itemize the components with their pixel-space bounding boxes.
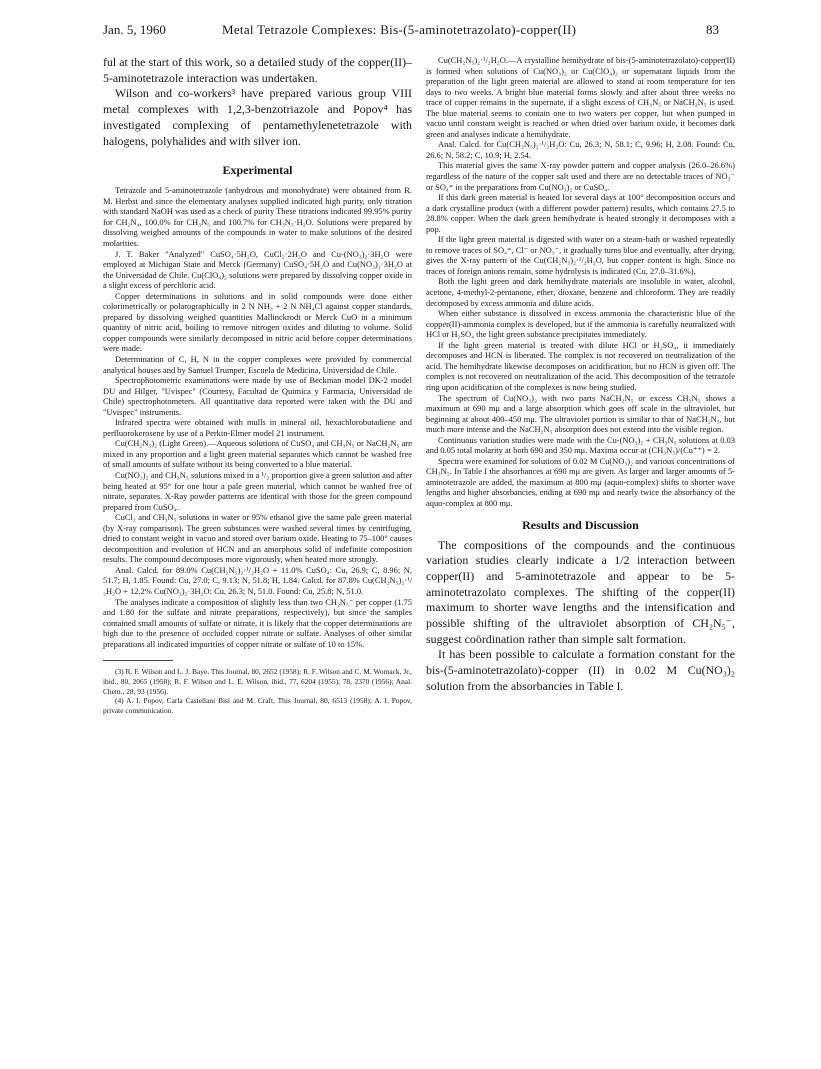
exp-paragraph-analysis-2: Anal. Calcd. for Cu(CH₂N₅)₂·¹/₂H₂O: Cu, 26.3; N, 58.1; C, 9.96; H, 2.08. Found: Cu, 26.6; N, 58.2; C, 10.9; H, 2.54.	[426, 139, 735, 160]
exp-paragraph-materials: Tetrazole and 5-aminotetrazole (anhydrous and monohydrate) were obtained from R. M. Herbst and since the elementary analyses supplied indicated high purity, only titration with standard NaOH was used as a check of purity These titrations indicated 99.95% purity for CH₂N₄, 100.0% for CH₃N₅ and 100.7% for CH₃N₅·H₂O. Solutions were prepared by dissolving weighed amounts of the compounds in water to make solutions of the desired molarities.	[103, 185, 412, 248]
left-column	[103, 55, 412, 716]
header-date: Jan. 5, 1960	[103, 22, 166, 37]
exp-paragraph-solubility: Both the light green and dark hemihydrate materials are insoluble in water, alcohol, acetone, 4-methyl-2-pentanone, ether, dioxane, benzene and chloroform. They are readily decomposed by excess ammonia and dilute acids.	[426, 276, 735, 308]
footnote-4: (4) A. I. Popov, Carla Castellani Bisi and M. Craft, This Journal, 80, 6513 (1958); A. I. Popov, private communication.	[103, 696, 412, 716]
exp-paragraph-chn: Determination of C, H, N in the copper complexes were provided by commercial analytical houses and by Samuel Trumper, Escuela de Medicina, Universidad de Chile.	[103, 353, 412, 375]
exp-paragraph-analysis-1: Anal. Calcd. for 89.0% Cu(CH₂N₅)₂·¹/₂H₂O + 11.0% CuSO₄: Cu, 26.9; C, 8.96; N, 51.7; H, 1.85. Found: Cu, 27.0; C, 9.13; N, 51.8; H, 1.84. Calcd. for 87.8% Cu(CH₂N₅)₂·¹/₂H₂O + 12.2% Cu(NO₃)₂·3H₂O: Cu, 26.3; N, 51.0. Found: Cu, 25.8; N, 51.0.	[103, 564, 412, 596]
exp-paragraph-spectrum: The spectrum of Cu(NO₃)₂ with two parts NaCH₂N₅ or excess CH₃N₅ shows a maximum at 690 mμ and a large absorption which goes off scale in the ultraviolet, but beginning at about 400–450 mμ. The ultraviolet portion is similar to that of NaCH₂N₅, but much more intense and the NaCH₂N₅ absorption does not extend into the visible region.	[426, 392, 735, 435]
heading-experimental: Experimental	[222, 163, 293, 178]
exp-paragraph-acid: If the light green material is treated with dilute HCl or H₂SO₄, it immediately decomposes and HCN is liberated. The complex is not recovered on neutralization of the acid. The hemihydrate likewise decomposes on acidification, but no HCN is given off. The complex is not recovered on neutralization of the acid. This decomposition of the tetrazole ring upon acidification of the complexes is now being studied.	[426, 339, 735, 392]
heading-results-discussion: Results and Discussion	[522, 517, 639, 532]
exp-paragraph-hemihydrate: Cu(CH₂N₅)₂·¹/₂H₂O.—A crystalline hemihydrate of bis-(5-aminotetrazolato)-copper(II) is formed when solutions of Cu(NO₃)₂ or Cu(ClO₄)₂ or supernatant liquids from the preparation of the light green material are allowed to stand at room temperature for ten days to two weeks. A bright blue material forms slowly and after about three weeks no trace of copper remains in the supernate, if a slight excess of CH₃N₅ or NaCH₂N₅ is used. The blue material seems to contain one to two waters per copper, but when pumped in vacuo until constant weight is reached or when dried over barium oxide, it becomes dark green and analyses indicate a hemihydrate.	[426, 55, 735, 139]
header-running-title: Metal Tetrazole Complexes: Bis-(5-aminotetrazolato)-copper(II)	[222, 22, 577, 37]
paragraph-continued: ful at the start of this work, so a detailed study of the copper(II)–5-aminotetrazole interaction was undertaken.	[103, 55, 412, 85]
exp-paragraph-table-one: Spectra were examined for solutions of 0.02 M Cu(NO₃)₂ and various concentrations of CH₃N₅. In Table I the absorbances at 690 mμ are given. As larger and larger amounts of 5-aminotetrazole are added, the maximum at 800 mμ (aquo-complex) shifts to shorter wave lengths and higher absorbancies, ending at 690 mμ and nearly twice the absorbancy of the aquo-complex at 800 mμ.	[426, 455, 735, 508]
header-page-number: 83	[706, 22, 719, 37]
right-column	[426, 55, 735, 695]
results-paragraph-1: The compositions of the compounds and the continuous variation studies clearly indicate a 1/2 interaction between copper(II) and 5-aminotetrazole and appear to be 5-aminotetrazolato complexes. The shifting of the copper(II) maximum to shorter wave lengths and the intensification and possible shifting of the ultraviolet absorption of CH₂N₅⁻, suggest coördination rather than simple salt formation.	[426, 537, 735, 646]
exp-paragraph-spectrophotometry: Spectrophotometric examinations were made by use of Beckman model DK-2 model DU and Hilger, "Uvispec" (Courtesy, Facultad de Quimica y Farmacia, Universidad de Chile) spectrophotometers. All quantitative data reported were taken with the DU and "Uvispec" instruments.	[103, 375, 412, 417]
exp-paragraph-infrared: Infrared spectra were obtained with mulls in mineral oil, hexachlorobutadiene and perfluorokerosene by use of a Perkin-Elmer model 21 instrument.	[103, 417, 412, 438]
exp-paragraph-reagents: J. T. Baker "Analyzed" CuSO₄·5H₂O, CuCl₂·2H₂O and Cu-(NO₃)₂·3H₂O were employed at Michigan State and Merck (Germany) CuSO₄·5H₂O and Cu(NO₃)₂·3H₂O at the Universidad de Chile. Cu(ClO₄)₂ solutions were prepared by dissolving copper oxide in a slight excess of perchloric acid.	[103, 248, 412, 291]
exp-paragraph-digestion: If the light green material is digested with water on a steam-bath or washed repeatedly to remove traces of SO₄⁼, Cl⁻ or NO₃⁻, it gradually turns blue and eventually, after drying, gives the X-ray pattern of the Cu(CH₂N₅)₂·¹/₂H₂O, but copper content is high. Since no traces of foreign anions remain, some hydrolysis is indicated (Cu, 27.0–31.6%).	[426, 234, 735, 276]
exp-paragraph-light-green: Cu(CH₂N₅)₂ (Light Green).—Aqueous solutions of CuSO₄ and CH₃N₅ or NaCH₂N₅ are mixed in any proportion and a light green material separates which cannot be washed free of small amounts of sulfate without its being converted to a blue material.	[103, 438, 412, 470]
exp-paragraph-ammonia: When either substance is dissolved in excess ammonia the characteristic blue of the copper(II)-ammonia complex is developed, but if the ammonia is carefully neutralized with HCl or H₂SO₄ the light green substance precipitates immediately.	[426, 308, 735, 340]
paragraph-wilson: Wilson and co-workers³ have prepared various group VIII metal complexes with 1,2,3-benzotriazole and Popov⁴ has investigated complexing of pentamethylenetetrazole with halogens, polyhalides and with silver ion.	[103, 86, 412, 148]
exp-paragraph-xray: This material gives the same X-ray powder pattern and copper analysis (26.0–26.6%) regardless of the nature of the copper salt used and there are no detectable traces of NO₃⁻ or SO₄⁼ in the preparations from Cu(NO₃)₂ or CuSO₄.	[426, 160, 735, 192]
exp-paragraph-copper-determination: Copper determinations in solutions and in solid compounds were done either colorimetrically or polarographically in 2 N NH₃ + 2 N NH₄Cl against copper standards, prepared by dissolving weighed quantities Mallinckrodt or Merck CuO in a minimum quantity of nitric acid, boiling to remove nitrogen oxides and diluting to volume. Solid copper compounds were similarly decomposed in nitric acid before copper determinations were made.	[103, 290, 412, 354]
exp-paragraph-analysis-discussion: The analyses indicate a composition of slightly less than two CH₂N₅⁻ per copper (1.75 and 1.80 for the sulfate and nitrate preparations, respectively), but since the samples contained small amounts of sulfate or nitrate, it is likely that the copper determinations are high due to the presence of occluded copper nitrate or sulfate. Analyses of other similar preparations all indicated impurities of copper nitrate or sulfate of 10 to 15%.	[103, 596, 412, 649]
footnote-divider	[103, 660, 173, 661]
exp-paragraph-nitrate: Cu(NO₃)₂ and CH₃N₅ solutions mixed in a ¹/₂ proportion give a green solution and after being heated at 95° for one hour a pale green material, which cannot be washed free of nitrate, separates. X-Ray powder patterns are identical with those for the green compound prepared from CuSO₄.	[103, 469, 412, 512]
exp-paragraph-continuous-variation: Continuous variation studies were made with the Cu-(NO₃)₂ + CH₃N₅ solutions at 0.03 and 0.05 total molarity at both 690 and 350 mμ. Maxima occur at (CH₃N₅)/(Cu⁺⁺) = 2.	[426, 434, 735, 456]
results-paragraph-2: It has been possible to calculate a formation constant for the bis-(5-aminotetrazolato)-copper (II) in 0.02 M Cu(NO₃)₂ solution from the absorbancies in Table I.	[426, 647, 735, 693]
footnote-3: (3) R. F. Wilson and L. J. Baye, This Journal, 80, 2652 (1958); R. F. Wilson and C. M. Womack, Jr., ibid., 80, 2065 (1958); R. F. Wilson and L. E. Wilson, ibid., 77, 6204 (1955); 78, 2370 (1956); Anal. Chem., 28, 93 (1956).	[103, 667, 412, 696]
footnotes	[103, 667, 412, 716]
exp-paragraph-chloride: CuCl₂ and CH₃N₅ solutions in water or 95% ethanol give the same pale green material (by X-ray comparison). The green substances were washed several times by centrifuging, dried to constant weight in vacuo and stored over barium oxide. Heating to 75–100° causes decomposition and evolution of HCN and an amorphous solid of indefinite composition results. The compound decomposes more vigorously, when heated more strongly.	[103, 512, 412, 565]
exp-paragraph-heating: If this dark green material is heated for several days at 100° decomposition occurs and a dark crystalline product (with a different powder pattern) results, which contains 27.5 to 28.8% copper. When the dark green hemihydrate is heated strongly it decomposes with a pop.	[426, 192, 735, 234]
